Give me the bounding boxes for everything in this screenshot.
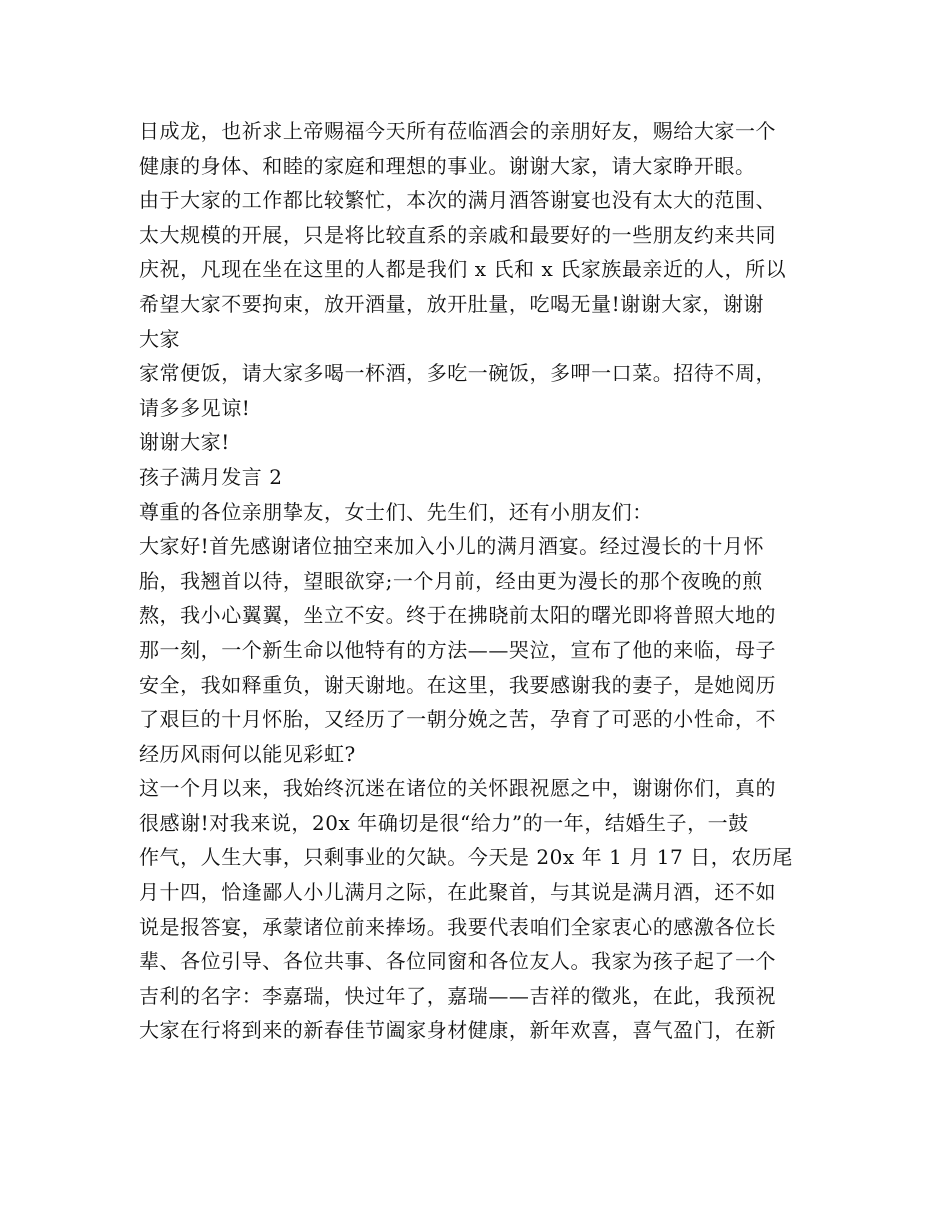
text-line: 太大规模的开展，只是将比较直系的亲戚和最要好的一些朋友约来共同 [139,222,777,247]
document-body [139,114,815,1048]
text-line: 谢谢大家! [139,430,230,455]
text-line: 大家好!首先感谢诸位抽空来加入小儿的满月酒宴。经过漫长的十月怀 [139,534,765,559]
text-line: 这一个月以来，我始终沉迷在诸位的关怀跟祝愿之中，谢谢你们，真的 [139,776,777,801]
text-line: 大家 [139,326,181,351]
text-line: 了艰巨的十月怀胎，又经历了一朝分娩之苦，孕育了可恶的小性命，不 [139,707,777,732]
text-line: 庆祝，凡现在坐在这里的人都是我们 x 氏和 x 氏家族最亲近的人，所以 [139,257,787,282]
text-line: 由于大家的工作都比较繁忙，本次的满月酒答谢宴也没有太大的范围、 [139,188,777,213]
text-line: 辈、各位引导、各位共事、各位同窗和各位友人。我家为孩子起了一个 [139,949,777,974]
text-line: 大家在行将到来的新春佳节阖家身材健康，新年欢喜，喜气盈门，在新 [139,1018,777,1043]
text-line: 日成龙，也祈求上帝赐福今天所有莅临酒会的亲朋好友，赐给大家一个 [139,119,777,143]
text-line: 经历风雨何以能见彩虹? [139,741,356,766]
text-line: 熬，我小心翼翼，坐立不安。终于在拂晓前太阳的曙光即将普照大地的 [139,603,777,628]
text-line: 吉利的名字：李嘉瑞，快过年了，嘉瑞——吉祥的徵兆，在此，我预祝 [139,983,777,1008]
text-line: 胎，我翘首以待，望眼欲穿;一个月前，经由更为漫长的那个夜晚的煎 [139,568,763,593]
text-line: 作气，人生大事，只剩事业的欠缺。今天是 20x 年 1 月 17 日，农历尾 [139,845,793,870]
text-line: 请多多见谅! [139,395,251,420]
text-line: 希望大家不要拘束，放开酒量，放开肚量，吃喝无量!谢谢大家，谢谢 [139,291,765,316]
text-line: 说是报答宴，承蒙诸位前来捧场。我要代表咱们全家衷心的感激各位长 [139,914,777,939]
text-line: 安全，我如释重负，谢天谢地。在这里，我要感谢我的妻子，是她阅历 [139,672,777,697]
text-line: 月十四，恰逢鄙人小儿满月之际，在此聚首，与其说是满月酒，还不如 [139,880,777,905]
section-heading: 孩子满月发言 2 [139,464,283,489]
text-line: 很感谢!对我来说，20x 年确切是很“给力”的一年，结婚生子，一鼓 [139,810,749,835]
text-line: 家常便饭，请大家多喝一杯酒，多吃一碗饭，多呷一口菜。招待不周， [139,361,777,386]
text-line: 那一刻，一个新生命以他特有的方法——哭泣，宣布了他的来临，母子 [139,637,777,662]
text-line: 尊重的各位亲朋挚友，女士们、先生们，还有小朋友们： [139,499,653,524]
text-line: 健康的身体、和睦的家庭和理想的事业。谢谢大家，请大家睁开眼。 [139,153,756,178]
